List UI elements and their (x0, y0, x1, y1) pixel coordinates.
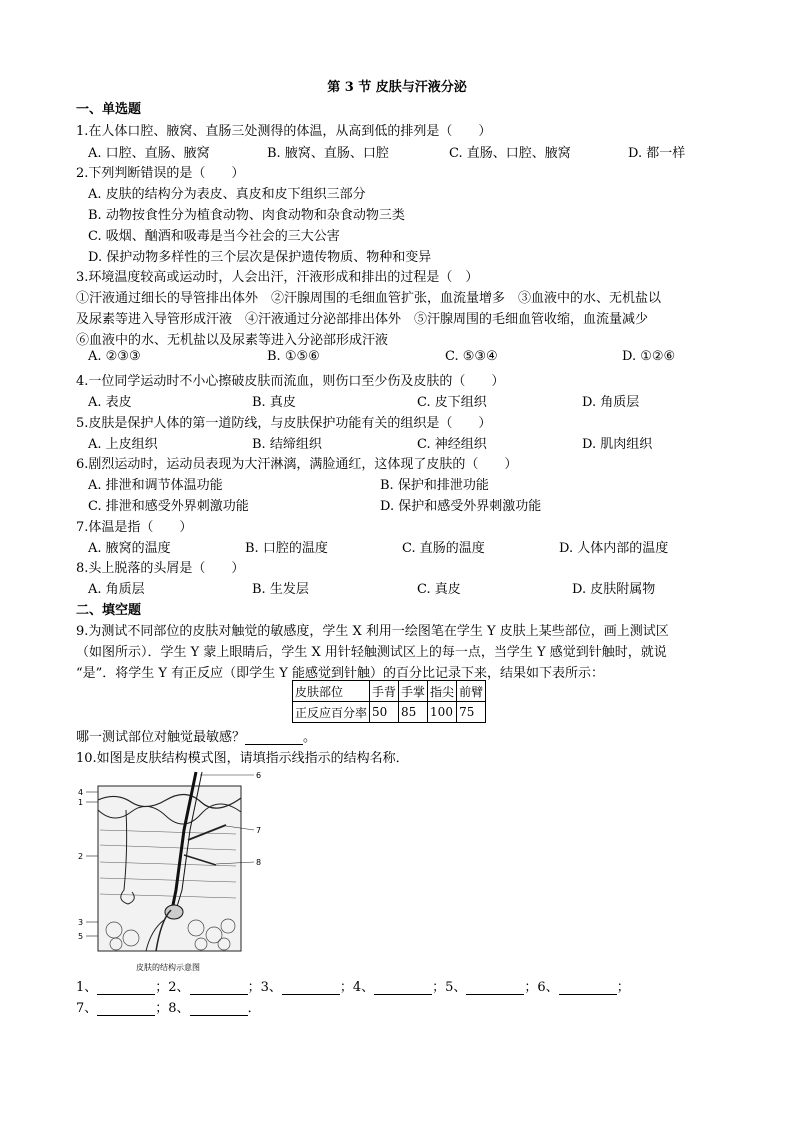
q4-option-d[interactable]: D. 角质层 (582, 395, 640, 410)
q7-option-a[interactable]: A. 腋窝的温度 (88, 541, 171, 556)
q6-option-a[interactable]: A. 排泄和调节体温功能 (88, 478, 223, 493)
q9-question-end: 。 (303, 730, 317, 745)
answer-blank-2[interactable] (190, 982, 248, 995)
q10-answers-row-1 (76, 976, 630, 995)
figure-label: 5 (78, 932, 84, 941)
q4-option-b[interactable]: B. 真皮 (252, 395, 296, 410)
answer-prefix: ；4、 (339, 980, 375, 995)
q6-option-d[interactable]: D. 保护和感受外界刺激功能 (380, 499, 542, 514)
answer-prefix: ；2、 (155, 980, 190, 995)
q5-option-b[interactable]: B. 结缔组织 (252, 437, 322, 452)
figure-label: 6 (256, 771, 262, 780)
q6-option-b[interactable]: B. 保护和排泄功能 (380, 478, 489, 493)
q2-stem: 2.下列判断错误的是（ ） (76, 166, 245, 181)
q9-line-3: “是”．将学生 Y 有正反应（即学生 Y 能感觉到针触）的百分比记录下来，结果如下表所示： (76, 666, 604, 681)
figure-label: 3 (78, 918, 84, 927)
table-cell: 手背 (370, 681, 399, 702)
answer-blank-7[interactable] (97, 1003, 155, 1016)
table-cell: 100 (428, 702, 457, 723)
q7-option-c[interactable]: C. 直肠的温度 (402, 541, 485, 556)
q6-option-c[interactable]: C. 排泄和感受外界刺激功能 (88, 499, 249, 514)
q3-option-b[interactable]: B. ①⑤⑥ (267, 349, 320, 364)
figure-label: 7 (256, 826, 262, 835)
answer-blank-1[interactable] (97, 982, 155, 995)
q8-option-d[interactable]: D. 皮肤附属物 (572, 582, 656, 597)
answer-prefix: ；6、 (524, 980, 559, 995)
answer-blank-4[interactable] (374, 982, 432, 995)
q2-option-a[interactable]: A. 皮肤的结构分为表皮、真皮和皮下组织三部分 (88, 187, 366, 202)
q6-stem: 6.剧烈运动时，运动员表现为大汗淋漓，满脸通红，这体现了皮肤的（ ） (76, 457, 518, 472)
response-table (292, 680, 486, 723)
answer-prefix: 1、 (76, 980, 98, 995)
q3-option-d[interactable]: D. ①②⑥ (622, 349, 676, 364)
answer-prefix: ；3、 (247, 980, 282, 995)
q9-answer-blank[interactable] (245, 732, 303, 745)
q3-process-line-3: ⑥血液中的水、无机盐以及尿素等进入分泌部形成汗液 (76, 333, 389, 348)
table-cell: 指尖 (428, 681, 457, 702)
figure-label: 2 (78, 852, 84, 861)
answer-blank-3[interactable] (282, 982, 340, 995)
q3-process-line-1: ①汗液通过细长的导管排出体外 ②汗腺周围的毛细血管扩张，血流量增多 ③血液中的水、无机盐以 (76, 291, 662, 306)
answer-prefix: ；8、 (155, 1001, 190, 1016)
q8-option-a[interactable]: A. 角质层 (88, 582, 145, 597)
q3-stem: 3.环境温度较高或运动时，人会出汗，汗液形成和排出的过程是（ ） (76, 270, 479, 285)
q3-process-line-2: 及尿素等进入导管形成汗液 ④汗液通过分泌部排出体外 ⑤汗腺周围的毛细血管收缩，血流量减少 (76, 312, 649, 327)
skin-structure-figure (76, 770, 276, 975)
answer-blank-5[interactable] (466, 982, 524, 995)
q5-stem: 5.皮肤是保护人体的第一道防线，与皮肤保护功能有关的组织是（ ） (76, 416, 492, 431)
answer-suffix: ． (247, 1001, 261, 1016)
figure-label: 4 (78, 788, 84, 797)
q8-option-b[interactable]: B. 生发层 (252, 582, 309, 597)
table-cell: 前臂 (457, 681, 486, 702)
q2-option-c[interactable]: C. 吸烟、酗酒和吸毒是当今社会的三大公害 (88, 229, 340, 244)
q8-stem: 8.头上脱落的头屑是（ ） (76, 561, 245, 576)
q5-option-c[interactable]: C. 神经组织 (417, 437, 487, 452)
table-header-row (293, 681, 486, 702)
q2-option-d[interactable]: D. 保护动物多样性的三个层次是保护遗传物质、物种和变异 (88, 250, 432, 265)
figure-label: 1 (78, 798, 84, 807)
q8-option-c[interactable]: C. 真皮 (417, 582, 461, 597)
table-cell: 手掌 (399, 681, 428, 702)
q7-stem: 7.体温是指（ ） (76, 520, 193, 535)
table-cell: 50 (370, 702, 399, 723)
q4-option-c[interactable]: C. 皮下组织 (417, 395, 487, 410)
answer-blank-6[interactable] (559, 982, 617, 995)
table-row (293, 702, 486, 723)
q1-stem: 1.在人体口腔、腋窝、直肠三处测得的体温，从高到低的排列是（ ） (76, 124, 492, 139)
answer-suffix: ； (616, 980, 630, 995)
q9-line-1: 9.为测试不同部位的皮肤对触觉的敏感度，学生 X 利用一绘图笔在学生 Y 皮肤上某些部位，画上测试区 (76, 624, 669, 639)
q7-option-b[interactable]: B. 口腔的温度 (245, 541, 328, 556)
section-single-choice: 一、单选题 (76, 102, 142, 117)
q10-stem: 10.如图是皮肤结构模式图，请填指示线指示的结构名称． (76, 751, 409, 766)
figure-caption: 皮肤的结构示意图 (136, 963, 200, 972)
answer-blank-8[interactable] (190, 1003, 248, 1016)
q3-option-c[interactable]: C. ⑤③④ (445, 349, 498, 364)
q1-option-d[interactable]: D. 都一样 (628, 146, 686, 161)
q1-option-c[interactable]: C. 直肠、口腔、腋窝 (449, 146, 571, 161)
q1-option-a[interactable]: A. 口腔、直肠、腋窝 (88, 146, 210, 161)
q5-option-a[interactable]: A. 上皮组织 (88, 437, 158, 452)
q1-option-b[interactable]: B. 腋窝、直肠、口腔 (267, 146, 389, 161)
q9-line-2: （如图所示）．学生 Y 蒙上眼睛后，学生 X 用针轻触测试区上的每一点，当学生 Y 感觉到针触时，就说 (76, 645, 667, 660)
q4-stem: 4.一位同学运动时不小心擦破皮肤而流血，则伤口至少伤及皮肤的（ ） (76, 374, 505, 389)
q9-question-text: 哪一测试部位对触觉最敏感？ (76, 730, 246, 745)
q4-option-a[interactable]: A. 表皮 (88, 395, 132, 410)
q9-question (76, 726, 316, 745)
table-cell: 正反应百分率 (293, 702, 370, 723)
table-cell: 75 (457, 702, 486, 723)
answer-prefix: ；5、 (432, 980, 467, 995)
table-cell: 85 (399, 702, 428, 723)
section-fill-in: 二、填空题 (76, 603, 142, 618)
answer-prefix: 7、 (76, 1001, 98, 1016)
page-title: 第 3 节 皮肤与汗液分泌 (327, 80, 467, 95)
table-cell: 皮肤部位 (293, 681, 370, 702)
q2-option-b[interactable]: B. 动物按食性分为植食动物、肉食动物和杂食动物三类 (88, 208, 405, 223)
q10-answers-row-2 (76, 997, 261, 1016)
q3-option-a[interactable]: A. ②③③ (88, 349, 141, 364)
figure-label: 8 (256, 858, 262, 867)
q5-option-d[interactable]: D. 肌肉组织 (582, 437, 653, 452)
q7-option-d[interactable]: D. 人体内部的温度 (559, 541, 669, 556)
